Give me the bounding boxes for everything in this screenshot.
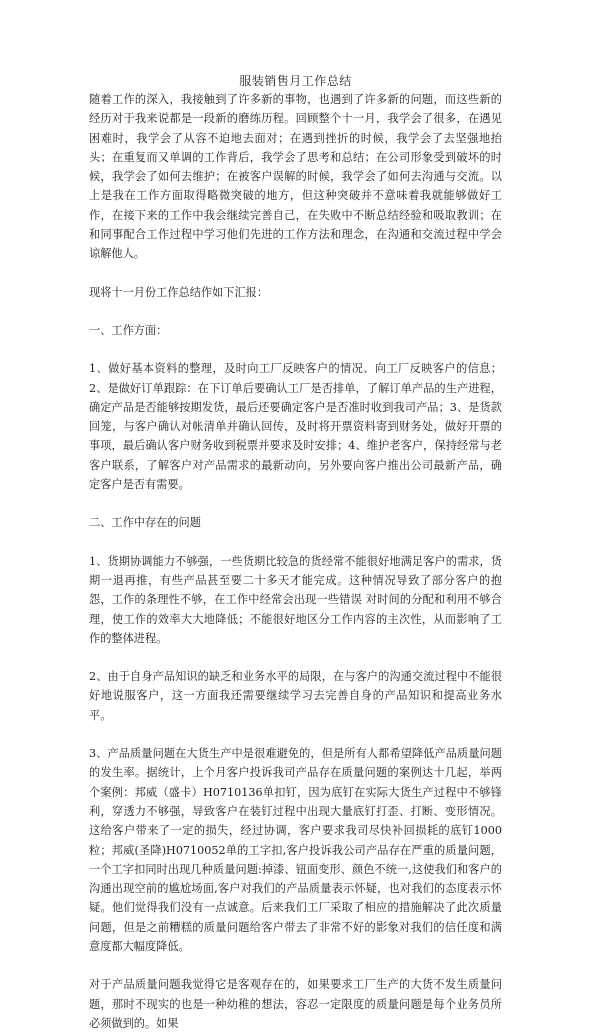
intro-paragraph: 随着工作的深入，我接触到了许多新的事物，也遇到了许多新的问题，而这些新的经历对于我来说都是一段新的磨练历程。回顾整个十一月，我学会了很多，在遇见困难时，我学会了从容不迫地去面对；在遇到挫折的时候，我学会了去坚强地抬头；在重复而又单调的工作背后，我学会了思考和总结；在公司形象受到破坏的时候，我学会了如何去维护；在被客户误解的时候，我学会了如何去沟通与交流。以上是我在工作方面取得略微突破的地方，但这种突破并不意味着我就能够做好工作，在接下来的工作中我会继续完善自己，在失败中不断总结经验和吸取教训；在和同事配合工作过程中学习他们先进的工作方法和理念，在沟通和交流过程中学会谅解他人。 bbox=[89, 93, 502, 261]
spacer bbox=[89, 725, 502, 744]
spacer bbox=[89, 533, 502, 552]
section2-paragraph-1: 1、货期协调能力不够强，一些货期比较急的货经常不能很好地满足客户的需求，货期一退再推，有些产品甚至要二十多天才能完成。这种情况导致了部分客户的抱怨，工作的条理性不够，在工作中经常会出现一些错误 对时间的分配和利用不够合理，使工作的效率大大地降低；不能很好地区分工作内容的主次性，从而影响了工作的整体进程。 bbox=[89, 554, 502, 645]
spacer bbox=[89, 956, 502, 975]
spacer bbox=[89, 302, 502, 321]
section2-paragraph-4: 对于产品质量问题我觉得它是客观存在的，如果要求工厂生产的大货不发生质量问题，那时不现实的也是一种幼稚的想法，容忍一定限度的质量问题是每个业务员所必须做到的。如果 bbox=[89, 978, 502, 1030]
section2-paragraph-2: 2、由于自身产品知识的缺乏和业务水平的局限，在与客户的沟通交流过程中不能很好地说服客户，这一方面我还需要继续学习去完善自身的产品知识和提高业务水平。 bbox=[89, 670, 502, 722]
section1-heading: 一、工作方面： bbox=[89, 323, 168, 337]
spacer bbox=[89, 340, 502, 359]
spacer bbox=[89, 264, 502, 283]
section2-paragraph-3: 3、产品质量问题在大货生产中是很难避免的，但是所有人都希望降低产品质量问题的发生率。据统计，上个月客户投诉我司产品存在质量问题的案例达十几起，举两个案例：邦威（盛卡）H0710136单扣钉，因为底钉在实际大货生产过程中不够锋利，穿透力不够强，导致客户在装钉过程中出现大量底钉打歪、打断、变形情况。这给客户带来了一定的损失，经过协调，客户要求我司尽快补回损耗的底钉1000粒；邦威(圣降)H0710052单的工字扣,客户投诉我公司产品存在严重的质量问题，一个工字扣同时出现几种质量问题:掉漆、钮面变形、颜色不统一,这使我们和客户的沟通出现空前的尴尬场面,客户对我们的产品质量表示怀疑，也对我们的态度表示怀疑。他们觉得我们没有一点诚意。后来我们工厂采取了相应的措施解决了此次质量问题，但是之前糟糕的质量问题给客户带去了非常不好的影象对我们的信任度和满意度都大幅度降低。 bbox=[89, 747, 502, 953]
report-line: 现将十一月份工作总结作如下汇报： bbox=[89, 285, 269, 299]
spacer bbox=[89, 648, 502, 667]
document-title: 服装销售月工作总结 bbox=[239, 74, 352, 88]
section1-body: 1、做好基本资料的整理，及时向工厂反映客户的情况、向工厂反映客户的信息；2、是做好订单跟踪：在下订单后要确认工厂是否排单，了解订单产品的生产进程，确定产品是否能够按期发货，最后还要确定客户是否准时收到我司产品；3、是货款回笼，与客户确认对帐清单并确认回传，及时将开票资料寄到财务处，做好开票的事项，最后确认客户财务收到税票并要求及时安排；4、维护老客户，保持经常与老客户联系，了解客户对产品需求的最新动向，另外要向客户推出公司最新产品，确定客户是否有需要。 bbox=[89, 362, 502, 492]
section2-heading: 二、工作中存在的问题 bbox=[89, 516, 201, 530]
spacer bbox=[89, 494, 502, 513]
